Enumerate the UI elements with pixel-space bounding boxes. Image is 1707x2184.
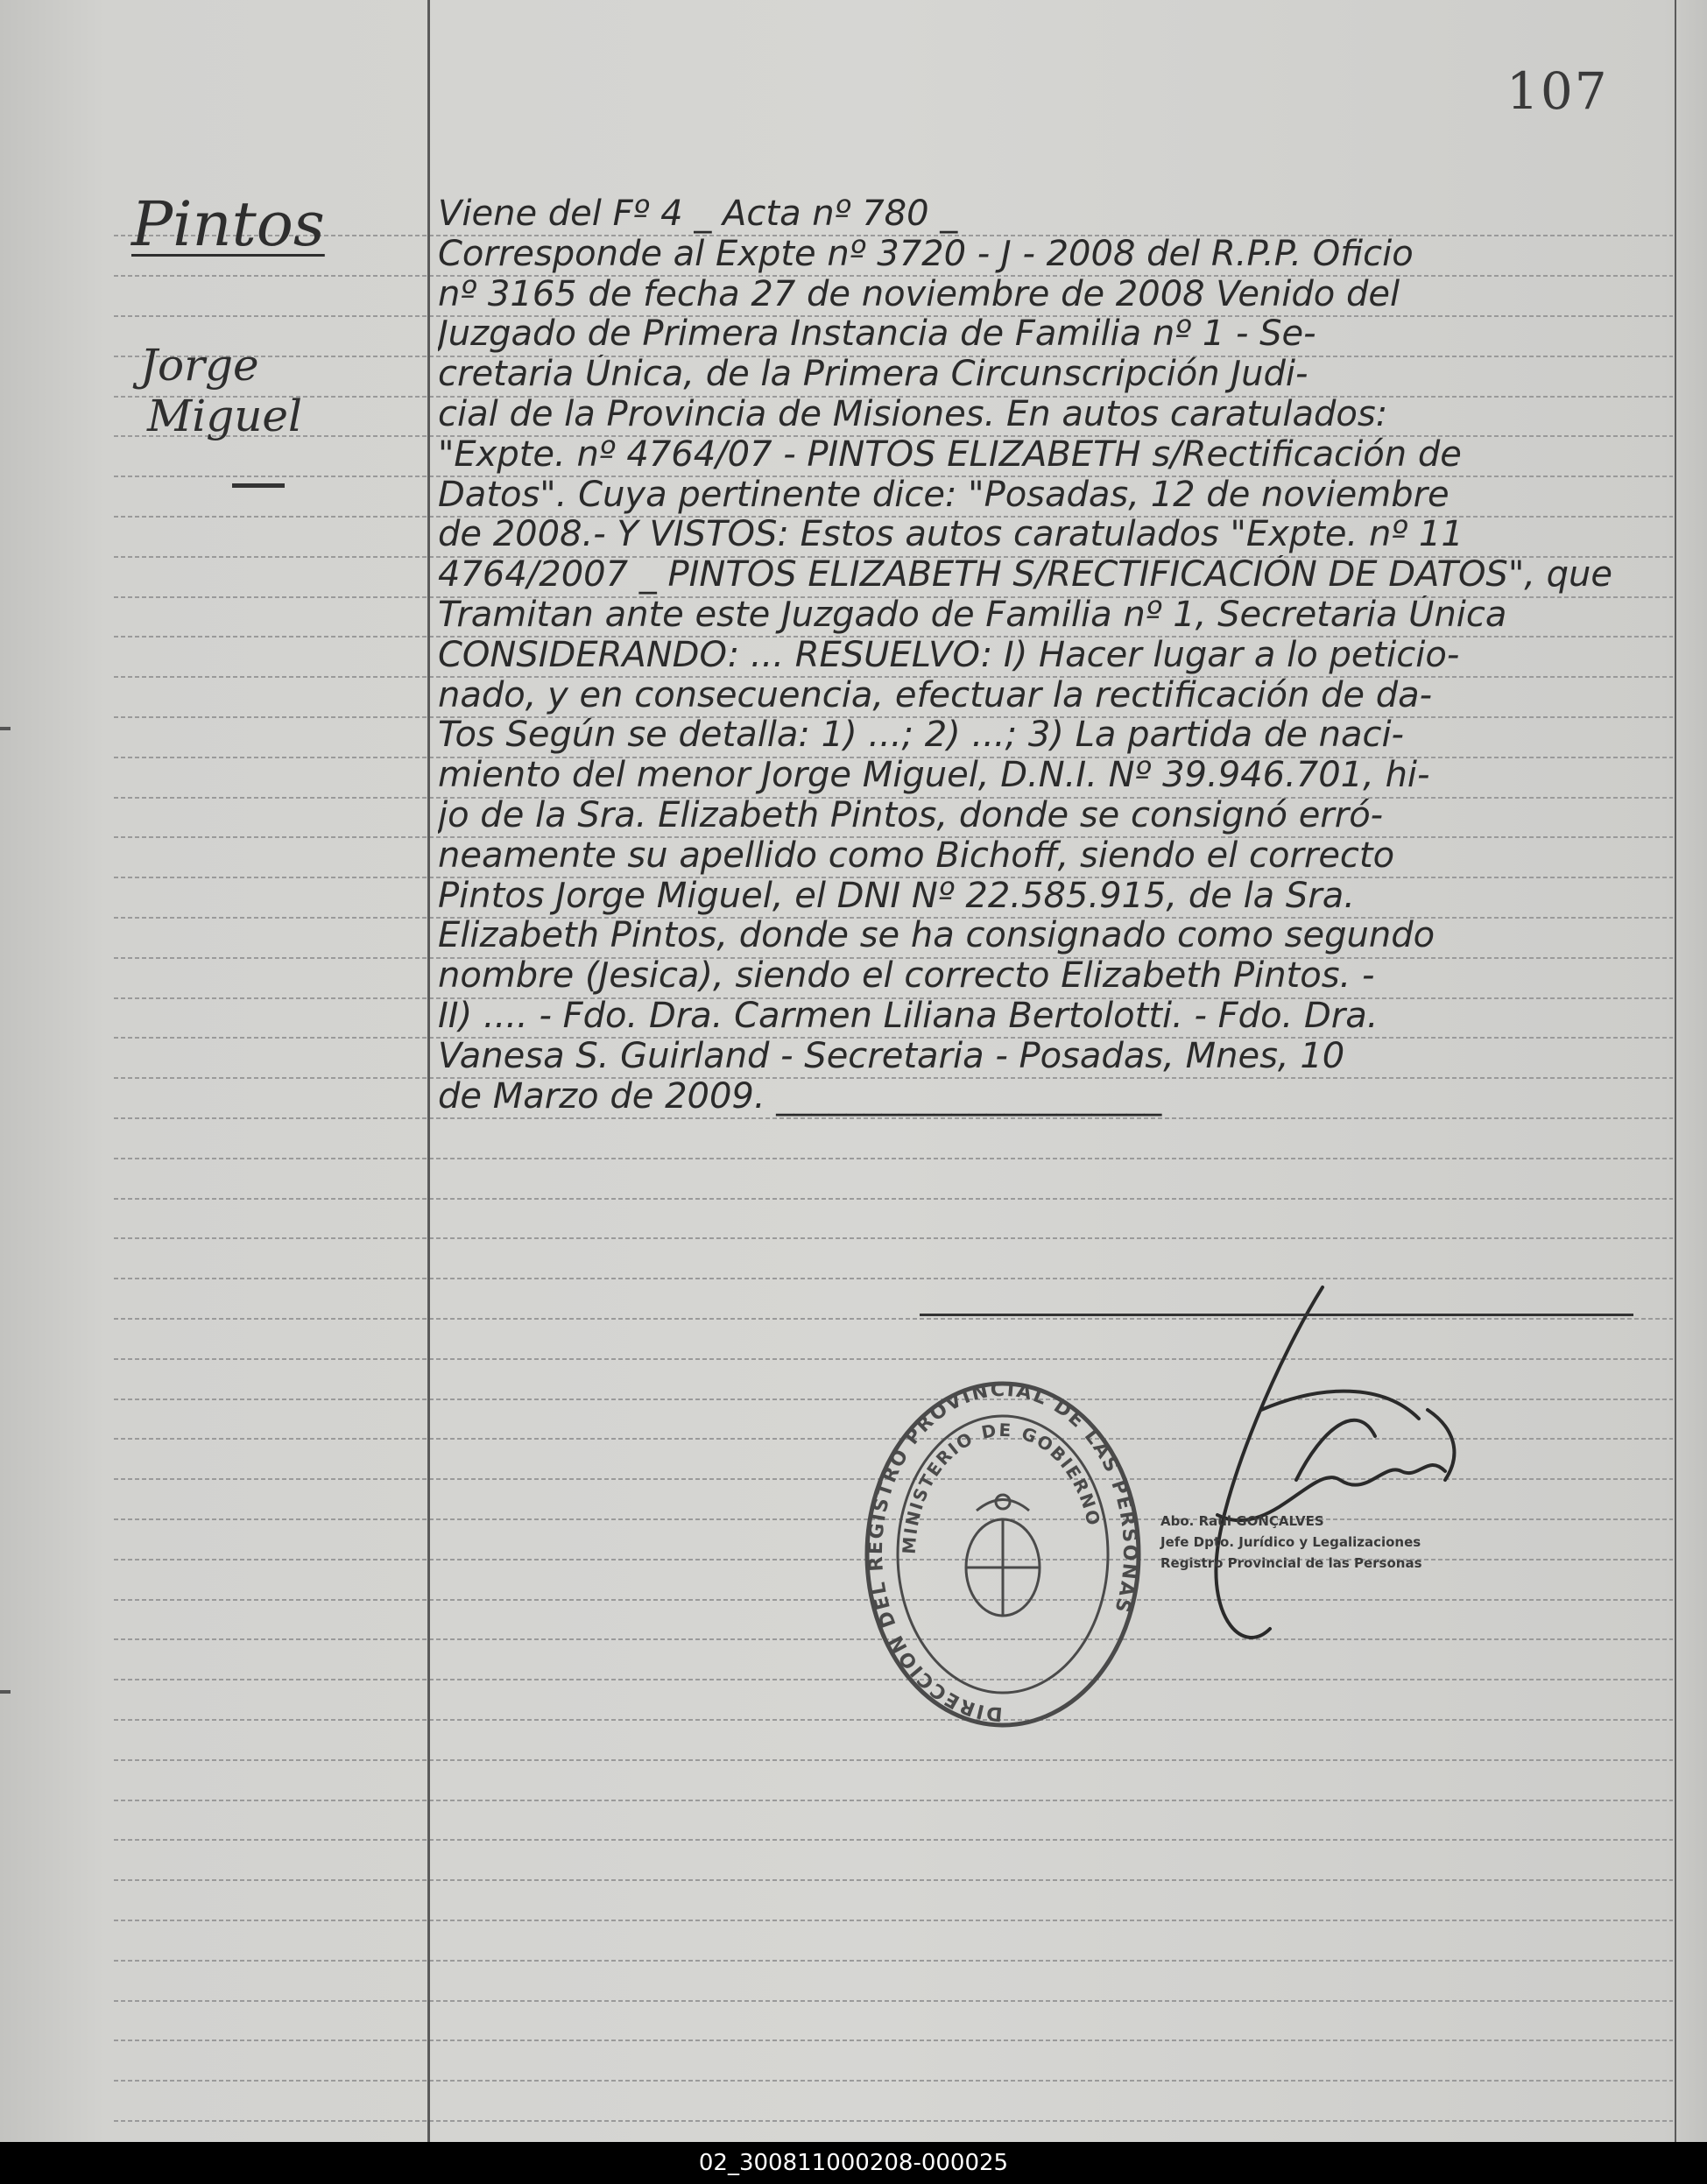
signature-office-line: Registro Provincial de las Personas (1160, 1555, 1422, 1571)
right-border-line (1675, 0, 1676, 2142)
signature-block (1160, 1511, 1422, 1574)
act-text-line: de 2008.- Y VISTOS: Estos autos caratulados "Expte. nº 11 (438, 515, 1464, 555)
closing-rule (920, 1314, 1633, 1316)
act-text-line: nado, y en consecuencia, efectuar la rectificación de da- (438, 675, 1433, 715)
act-text-line: 4764/2007 _ PINTOS ELIZABETH S/RECTIFICACIÓN DE DATOS", que (438, 555, 1612, 595)
act-text-line: Pintos Jorge Miguel, el DNI Nº 22.585.915, de la Sra. (438, 876, 1355, 916)
official-seal (863, 1379, 1143, 1730)
margin-surname: Pintos (131, 188, 325, 260)
act-text-line: CONSIDERANDO: ... RESUELVO: I) Hacer lugar a lo peticio- (438, 635, 1460, 675)
coat-of-arms-icon (966, 1495, 1040, 1616)
binding-mark (0, 1690, 11, 1694)
act-text-line: "Expte. nº 4764/07 - PINTOS ELIZABETH s/Rectificación de (438, 434, 1462, 475)
act-text-line: cretaria Única, de la Primera Circunscripción Judi- (438, 355, 1308, 395)
act-text-line: neamente su apellido como Bichoff, siendo el correcto (438, 835, 1395, 876)
act-text-line: Vanesa S. Guirland - Secretaria - Posadas, Mnes, 10 (438, 1036, 1345, 1076)
seal-outer-text: DIRECCIÓN DEL REGISTRO PROVINCIAL DE LAS PERSONAS (864, 1379, 1141, 1725)
act-text-line: de Marzo de 2009. ______________________ (438, 1076, 1162, 1117)
act-text (438, 194, 1664, 1117)
act-text-line: Juzgado de Primera Instancia de Familia nº 1 - Se- (438, 314, 1316, 355)
margin-given-name: Miguel (147, 391, 302, 441)
seal-inner-text: MINISTERIO DE GOBIERNO (898, 1419, 1105, 1555)
svg-text:MINISTERIO DE GOBIERNO (899, 1420, 1105, 1555)
act-text-line: Tos Según se detalla: 1) ...; 2) ...; 3) La partida de naci- (438, 715, 1404, 756)
act-text-line: Corresponde al Expte nº 3720 - J - 2008 del R.P.P. Oficio (438, 234, 1414, 274)
binding-mark (0, 727, 11, 730)
act-text-line: II) .... - Fdo. Dra. Carmen Liliana Bertolotti. - Fdo. Dra. (438, 996, 1379, 1036)
margin-divider-line (427, 0, 430, 2142)
act-text-line: Viene del Fº 4 _ Acta nº 780 _ (438, 194, 958, 234)
act-text-line: miento del menor Jorge Miguel, D.N.I. Nº 39.946.701, hi- (438, 756, 1430, 796)
folio-number: 107 (1506, 61, 1609, 121)
scan-footer-id: 02_300811000208-000025 (0, 2142, 1707, 2184)
act-text-line: cial de la Provincia de Misiones. En autos caratulados: (438, 394, 1388, 434)
act-text-line: nº 3165 de fecha 27 de noviembre de 2008 Venido del (438, 274, 1400, 314)
act-text-line: Elizabeth Pintos, donde se ha consignado como segundo (438, 916, 1435, 956)
signature-name-line: Abo. Raúl GONÇALVES (1160, 1513, 1324, 1529)
act-text-line: Tramitan ante este Juzgado de Familia nº 1, Secretaria Única (438, 595, 1507, 635)
act-text-line: Datos". Cuya pertinente dice: "Posadas, 12 de noviembre (438, 475, 1450, 515)
signature-title-line: Jefe Dpto. Jurídico y Legalizaciones (1160, 1534, 1421, 1550)
margin-dash (232, 483, 285, 488)
margin-given-name: Jorge (140, 340, 259, 391)
act-text-line: nombre (Jesica), siendo el correcto Elizabeth Pintos. - (438, 956, 1375, 997)
act-text-line: jo de la Sra. Elizabeth Pintos, donde se consignó erró- (438, 795, 1384, 835)
